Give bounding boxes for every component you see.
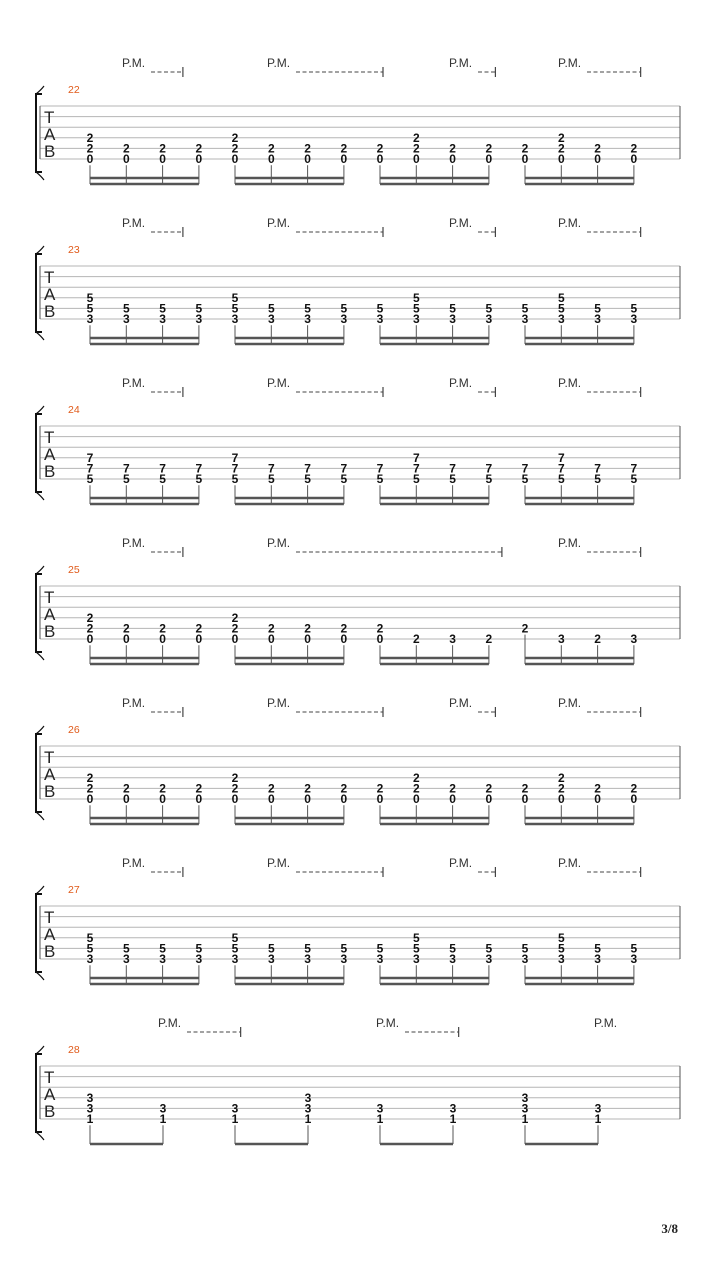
fret-number: 5	[449, 941, 456, 956]
fret-number: 2	[86, 131, 94, 145]
fret-number: 3	[267, 952, 275, 967]
fret-number: 2	[557, 141, 565, 156]
palm-mute-label: P.M.	[267, 696, 291, 710]
fret-number: 5	[267, 941, 275, 956]
fret-number: 2	[86, 771, 94, 785]
fret-number: 7	[412, 461, 420, 476]
fret-number: 2	[376, 621, 384, 636]
brace-hook	[36, 246, 44, 254]
fret-number: 2	[86, 611, 94, 625]
fret-number: 7	[594, 461, 601, 476]
fret-number: 5	[231, 472, 239, 487]
fret-number: 7	[630, 461, 638, 476]
fret-number: 5	[304, 941, 311, 956]
fret-number: 0	[122, 792, 130, 807]
fret-number: 7	[231, 461, 239, 476]
fret-number: 7	[267, 461, 275, 476]
fret-number: 0	[86, 152, 94, 167]
palm-mute-label: P.M.	[267, 216, 291, 230]
fret-number: 2	[412, 632, 420, 647]
fret-number: 5	[521, 301, 529, 316]
fret-number: 0	[521, 152, 529, 167]
fret-number: 5	[412, 291, 420, 305]
fret-number: 3	[557, 312, 565, 327]
fret-number: 0	[376, 792, 384, 807]
fret-number: 2	[231, 141, 239, 156]
fret-number: 1	[159, 1112, 167, 1127]
fret-number: 3	[159, 1101, 167, 1116]
fret-number: 5	[122, 472, 130, 487]
fret-number: 2	[594, 632, 601, 647]
brace-hook	[36, 812, 44, 820]
fret-number: 0	[340, 152, 348, 167]
fret-number: 3	[449, 632, 456, 647]
fret-number: 5	[485, 941, 493, 956]
fret-number: 3	[231, 1101, 239, 1116]
fret-number: 2	[304, 781, 311, 796]
fret-number: 3	[412, 312, 420, 327]
fret-number: 3	[412, 952, 420, 967]
fret-number: 2	[195, 141, 203, 156]
fret-number: 3	[521, 312, 529, 327]
fret-number: 3	[376, 1101, 384, 1116]
fret-number: 5	[231, 291, 239, 305]
fret-number: 0	[376, 152, 384, 167]
fret-number: 0	[594, 792, 601, 807]
measure-number: 27	[68, 884, 80, 896]
fret-number: 5	[449, 301, 456, 316]
fret-number: 7	[195, 461, 203, 476]
fret-number: 5	[267, 301, 275, 316]
fret-number: 2	[412, 141, 420, 156]
fret-number: 2	[521, 781, 529, 796]
tab-clef-letter: A	[44, 285, 56, 304]
tab-clef-letter: T	[44, 748, 55, 767]
tab-clef-letter: A	[44, 765, 56, 784]
fret-number: 0	[159, 152, 166, 167]
brace-hook	[36, 1046, 44, 1054]
fret-number: 3	[340, 952, 348, 967]
fret-number: 2	[376, 141, 384, 156]
fret-number: 7	[122, 461, 130, 476]
tab-clef-letter: B	[44, 782, 56, 801]
fret-number: 0	[231, 792, 239, 807]
fret-number: 0	[376, 632, 384, 647]
fret-number: 7	[86, 461, 94, 476]
fret-number: 2	[557, 781, 565, 796]
fret-number: 3	[122, 952, 130, 967]
measure-number: 28	[68, 1044, 80, 1056]
fret-number: 2	[159, 141, 166, 156]
brace-hook	[36, 492, 44, 500]
fret-number: 7	[557, 451, 565, 465]
tab-clef-letter: A	[44, 1085, 56, 1104]
fret-number: 3	[195, 312, 203, 327]
fret-number: 1	[594, 1112, 602, 1127]
palm-mute-label: P.M.	[558, 536, 582, 550]
fret-number: 3	[521, 1101, 529, 1116]
fret-number: 5	[594, 472, 601, 487]
fret-number: 2	[340, 141, 348, 156]
fret-number: 2	[485, 632, 493, 647]
fret-number: 5	[594, 301, 601, 316]
fret-number: 3	[449, 312, 456, 327]
fret-number: 5	[630, 472, 638, 487]
fret-number: 5	[86, 941, 94, 956]
fret-number: 2	[195, 781, 203, 796]
fret-number: 5	[86, 291, 94, 305]
fret-number: 3	[594, 1101, 602, 1116]
fret-number: 3	[304, 1101, 312, 1116]
fret-number: 3	[485, 312, 493, 327]
palm-mute-label: P.M.	[449, 856, 473, 870]
palm-mute-label: P.M.	[267, 376, 291, 390]
fret-number: 2	[412, 771, 420, 785]
fret-number: 3	[86, 952, 94, 967]
fret-number: 5	[195, 472, 203, 487]
fret-number: 3	[159, 312, 166, 327]
measure-number: 25	[68, 564, 80, 576]
measure-number: 24	[68, 404, 80, 416]
fret-number: 0	[195, 152, 203, 167]
fret-number: 2	[122, 781, 130, 796]
fret-number: 3	[376, 312, 384, 327]
palm-mute-label: P.M.	[558, 856, 582, 870]
fret-number: 3	[159, 952, 166, 967]
fret-number: 5	[449, 472, 456, 487]
fret-number: 2	[86, 621, 94, 636]
brace-hook	[36, 86, 44, 94]
measure-number: 26	[68, 724, 80, 736]
fret-number: 2	[340, 621, 348, 636]
palm-mute-label: P.M.	[267, 536, 291, 550]
fret-number: 5	[376, 472, 384, 487]
fret-number: 5	[122, 301, 130, 316]
fret-number: 7	[376, 461, 384, 476]
fret-number: 1	[376, 1112, 384, 1127]
brace-hook	[36, 1132, 44, 1140]
tab-clef-letter: B	[44, 142, 56, 161]
fret-number: 0	[340, 792, 348, 807]
fret-number: 3	[630, 312, 638, 327]
fret-number: 2	[86, 141, 94, 156]
fret-number: 7	[304, 461, 311, 476]
fret-number: 3	[86, 1101, 94, 1116]
fret-number: 7	[412, 451, 420, 465]
fret-number: 3	[86, 1091, 94, 1105]
fret-number: 0	[521, 792, 529, 807]
tab-clef-letter: T	[44, 1068, 55, 1087]
fret-number: 0	[231, 152, 239, 167]
fret-number: 2	[594, 781, 601, 796]
fret-number: 5	[159, 941, 166, 956]
fret-number: 3	[195, 952, 203, 967]
fret-number: 5	[485, 301, 493, 316]
fret-number: 2	[122, 621, 130, 636]
fret-number: 3	[630, 632, 638, 647]
fret-number: 5	[122, 941, 130, 956]
brace-hook	[36, 886, 44, 894]
fret-number: 3	[594, 952, 601, 967]
fret-number: 0	[412, 152, 420, 167]
tab-clef-letter: T	[44, 108, 55, 127]
fret-number: 5	[231, 931, 239, 945]
fret-number: 7	[86, 451, 94, 465]
fret-number: 5	[521, 472, 529, 487]
fret-number: 7	[340, 461, 348, 476]
fret-number: 5	[630, 301, 638, 316]
fret-number: 2	[231, 611, 239, 625]
fret-number: 2	[557, 771, 565, 785]
palm-mute-label: P.M.	[158, 1016, 182, 1030]
fret-number: 3	[557, 632, 565, 647]
fret-number: 2	[159, 781, 166, 796]
fret-number: 5	[412, 931, 420, 945]
fret-number: 7	[521, 461, 529, 476]
fret-number: 5	[195, 941, 203, 956]
fret-number: 5	[376, 941, 384, 956]
fret-number: 5	[521, 941, 529, 956]
fret-number: 2	[485, 141, 493, 156]
fret-number: 5	[557, 472, 565, 487]
fret-number: 2	[521, 621, 529, 636]
fret-number: 3	[86, 312, 94, 327]
fret-number: 0	[630, 152, 638, 167]
fret-number: 2	[86, 781, 94, 796]
fret-number: 5	[557, 941, 565, 956]
fret-number: 2	[122, 141, 130, 156]
palm-mute-label: P.M.	[449, 696, 473, 710]
fret-number: 5	[412, 941, 420, 956]
fret-number: 5	[86, 931, 94, 945]
fret-number: 2	[449, 141, 456, 156]
fret-number: 0	[304, 792, 311, 807]
fret-number: 0	[267, 152, 275, 167]
fret-number: 5	[594, 941, 601, 956]
fret-number: 3	[449, 1101, 457, 1116]
fret-number: 1	[86, 1112, 94, 1127]
fret-number: 3	[594, 312, 601, 327]
fret-number: 3	[376, 952, 384, 967]
tab-clef-letter: B	[44, 1102, 56, 1121]
palm-mute-label: P.M.	[122, 696, 146, 710]
fret-number: 3	[304, 952, 311, 967]
fret-number: 5	[412, 472, 420, 487]
tab-clef-letter: T	[44, 428, 55, 447]
fret-number: 2	[267, 781, 275, 796]
fret-number: 5	[159, 472, 166, 487]
tab-clef-letter: T	[44, 908, 55, 927]
fret-number: 0	[267, 792, 275, 807]
fret-number: 5	[412, 301, 420, 316]
fret-number: 7	[485, 461, 493, 476]
brace-hook	[36, 332, 44, 340]
fret-number: 3	[231, 312, 239, 327]
fret-number: 5	[86, 472, 94, 487]
fret-number: 0	[304, 152, 311, 167]
palm-mute-label: P.M.	[267, 856, 291, 870]
brace-hook	[36, 652, 44, 660]
tab-clef-letter: B	[44, 462, 56, 481]
fret-number: 5	[304, 472, 311, 487]
fret-number: 2	[630, 781, 638, 796]
fret-number: 1	[231, 1112, 239, 1127]
palm-mute-label: P.M.	[594, 1016, 618, 1030]
fret-number: 2	[231, 771, 239, 785]
fret-number: 0	[267, 632, 275, 647]
fret-number: 0	[122, 152, 130, 167]
fret-number: 2	[231, 621, 239, 636]
fret-number: 5	[485, 472, 493, 487]
tab-clef-letter: A	[44, 925, 56, 944]
fret-number: 0	[195, 792, 203, 807]
measure-number: 23	[68, 244, 80, 256]
tab-clef-letter: B	[44, 942, 56, 961]
fret-number: 5	[340, 301, 348, 316]
fret-number: 5	[557, 291, 565, 305]
brace-hook	[36, 172, 44, 180]
fret-number: 7	[449, 461, 456, 476]
brace-hook	[36, 406, 44, 414]
fret-number: 1	[449, 1112, 457, 1127]
fret-number: 0	[557, 792, 565, 807]
tab-clef-letter: A	[44, 445, 56, 464]
measure-number: 22	[68, 84, 80, 96]
fret-number: 5	[195, 301, 203, 316]
palm-mute-label: P.M.	[558, 696, 582, 710]
palm-mute-label: P.M.	[376, 1016, 400, 1030]
fret-number: 5	[557, 931, 565, 945]
fret-number: 1	[521, 1112, 529, 1127]
palm-mute-label: P.M.	[122, 376, 146, 390]
fret-number: 5	[231, 301, 239, 316]
fret-number: 3	[267, 312, 275, 327]
fret-number: 0	[449, 792, 456, 807]
fret-number: 2	[594, 141, 601, 156]
palm-mute-label: P.M.	[558, 56, 582, 70]
fret-number: 0	[86, 632, 94, 647]
palm-mute-label: P.M.	[449, 216, 473, 230]
fret-number: 0	[304, 632, 311, 647]
fret-number: 0	[231, 632, 239, 647]
fret-number: 3	[449, 952, 456, 967]
fret-number: 0	[86, 792, 94, 807]
fret-number: 3	[521, 952, 529, 967]
fret-number: 0	[449, 152, 456, 167]
fret-number: 0	[485, 152, 493, 167]
palm-mute-label: P.M.	[122, 216, 146, 230]
page-number: 3/8	[661, 1221, 678, 1236]
fret-number: 3	[122, 312, 130, 327]
fret-number: 2	[521, 141, 529, 156]
tab-clef-letter: T	[44, 268, 55, 287]
brace-hook	[36, 972, 44, 980]
palm-mute-label: P.M.	[267, 56, 291, 70]
fret-number: 3	[340, 312, 348, 327]
fret-number: 0	[412, 792, 420, 807]
tab-clef-letter: A	[44, 605, 56, 624]
fret-number: 5	[304, 301, 311, 316]
fret-number: 5	[159, 301, 166, 316]
fret-number: 0	[159, 632, 166, 647]
fret-number: 0	[594, 152, 601, 167]
fret-number: 5	[340, 941, 348, 956]
fret-number: 3	[304, 312, 311, 327]
palm-mute-label: P.M.	[122, 536, 146, 550]
fret-number: 0	[159, 792, 166, 807]
fret-number: 0	[630, 792, 638, 807]
fret-number: 2	[304, 141, 311, 156]
fret-number: 5	[557, 301, 565, 316]
fret-number: 2	[267, 141, 275, 156]
fret-number: 2	[304, 621, 311, 636]
fret-number: 1	[304, 1112, 312, 1127]
fret-number: 3	[231, 952, 239, 967]
tab-clef-letter: B	[44, 302, 56, 321]
fret-number: 7	[557, 461, 565, 476]
fret-number: 2	[159, 621, 166, 636]
palm-mute-label: P.M.	[558, 216, 582, 230]
fret-number: 2	[412, 781, 420, 796]
fret-number: 3	[557, 952, 565, 967]
palm-mute-label: P.M.	[558, 376, 582, 390]
fret-number: 3	[304, 1091, 312, 1105]
fret-number: 2	[485, 781, 493, 796]
fret-number: 3	[630, 952, 638, 967]
palm-mute-label: P.M.	[449, 56, 473, 70]
tab-clef-letter: T	[44, 588, 55, 607]
fret-number: 7	[159, 461, 166, 476]
fret-number: 0	[195, 632, 203, 647]
fret-number: 2	[267, 621, 275, 636]
palm-mute-label: P.M.	[449, 376, 473, 390]
tab-clef-letter: A	[44, 125, 56, 144]
fret-number: 5	[86, 301, 94, 316]
fret-number: 2	[340, 781, 348, 796]
fret-number: 2	[231, 131, 239, 145]
fret-number: 2	[195, 621, 203, 636]
brace-hook	[36, 726, 44, 734]
fret-number: 0	[122, 632, 130, 647]
fret-number: 2	[376, 781, 384, 796]
fret-number: 2	[630, 141, 638, 156]
fret-number: 0	[485, 792, 493, 807]
fret-number: 3	[485, 952, 493, 967]
fret-number: 5	[267, 472, 275, 487]
fret-number: 0	[557, 152, 565, 167]
fret-number: 5	[340, 472, 348, 487]
tab-clef-letter: B	[44, 622, 56, 641]
palm-mute-label: P.M.	[122, 56, 146, 70]
fret-number: 5	[376, 301, 384, 316]
fret-number: 5	[630, 941, 638, 956]
brace-hook	[36, 566, 44, 574]
fret-number: 7	[231, 451, 239, 465]
fret-number: 5	[231, 941, 239, 956]
fret-number: 0	[340, 632, 348, 647]
palm-mute-label: P.M.	[122, 856, 146, 870]
fret-number: 3	[521, 1091, 529, 1105]
fret-number: 2	[231, 781, 239, 796]
fret-number: 2	[557, 131, 565, 145]
fret-number: 2	[412, 131, 420, 145]
fret-number: 2	[449, 781, 456, 796]
